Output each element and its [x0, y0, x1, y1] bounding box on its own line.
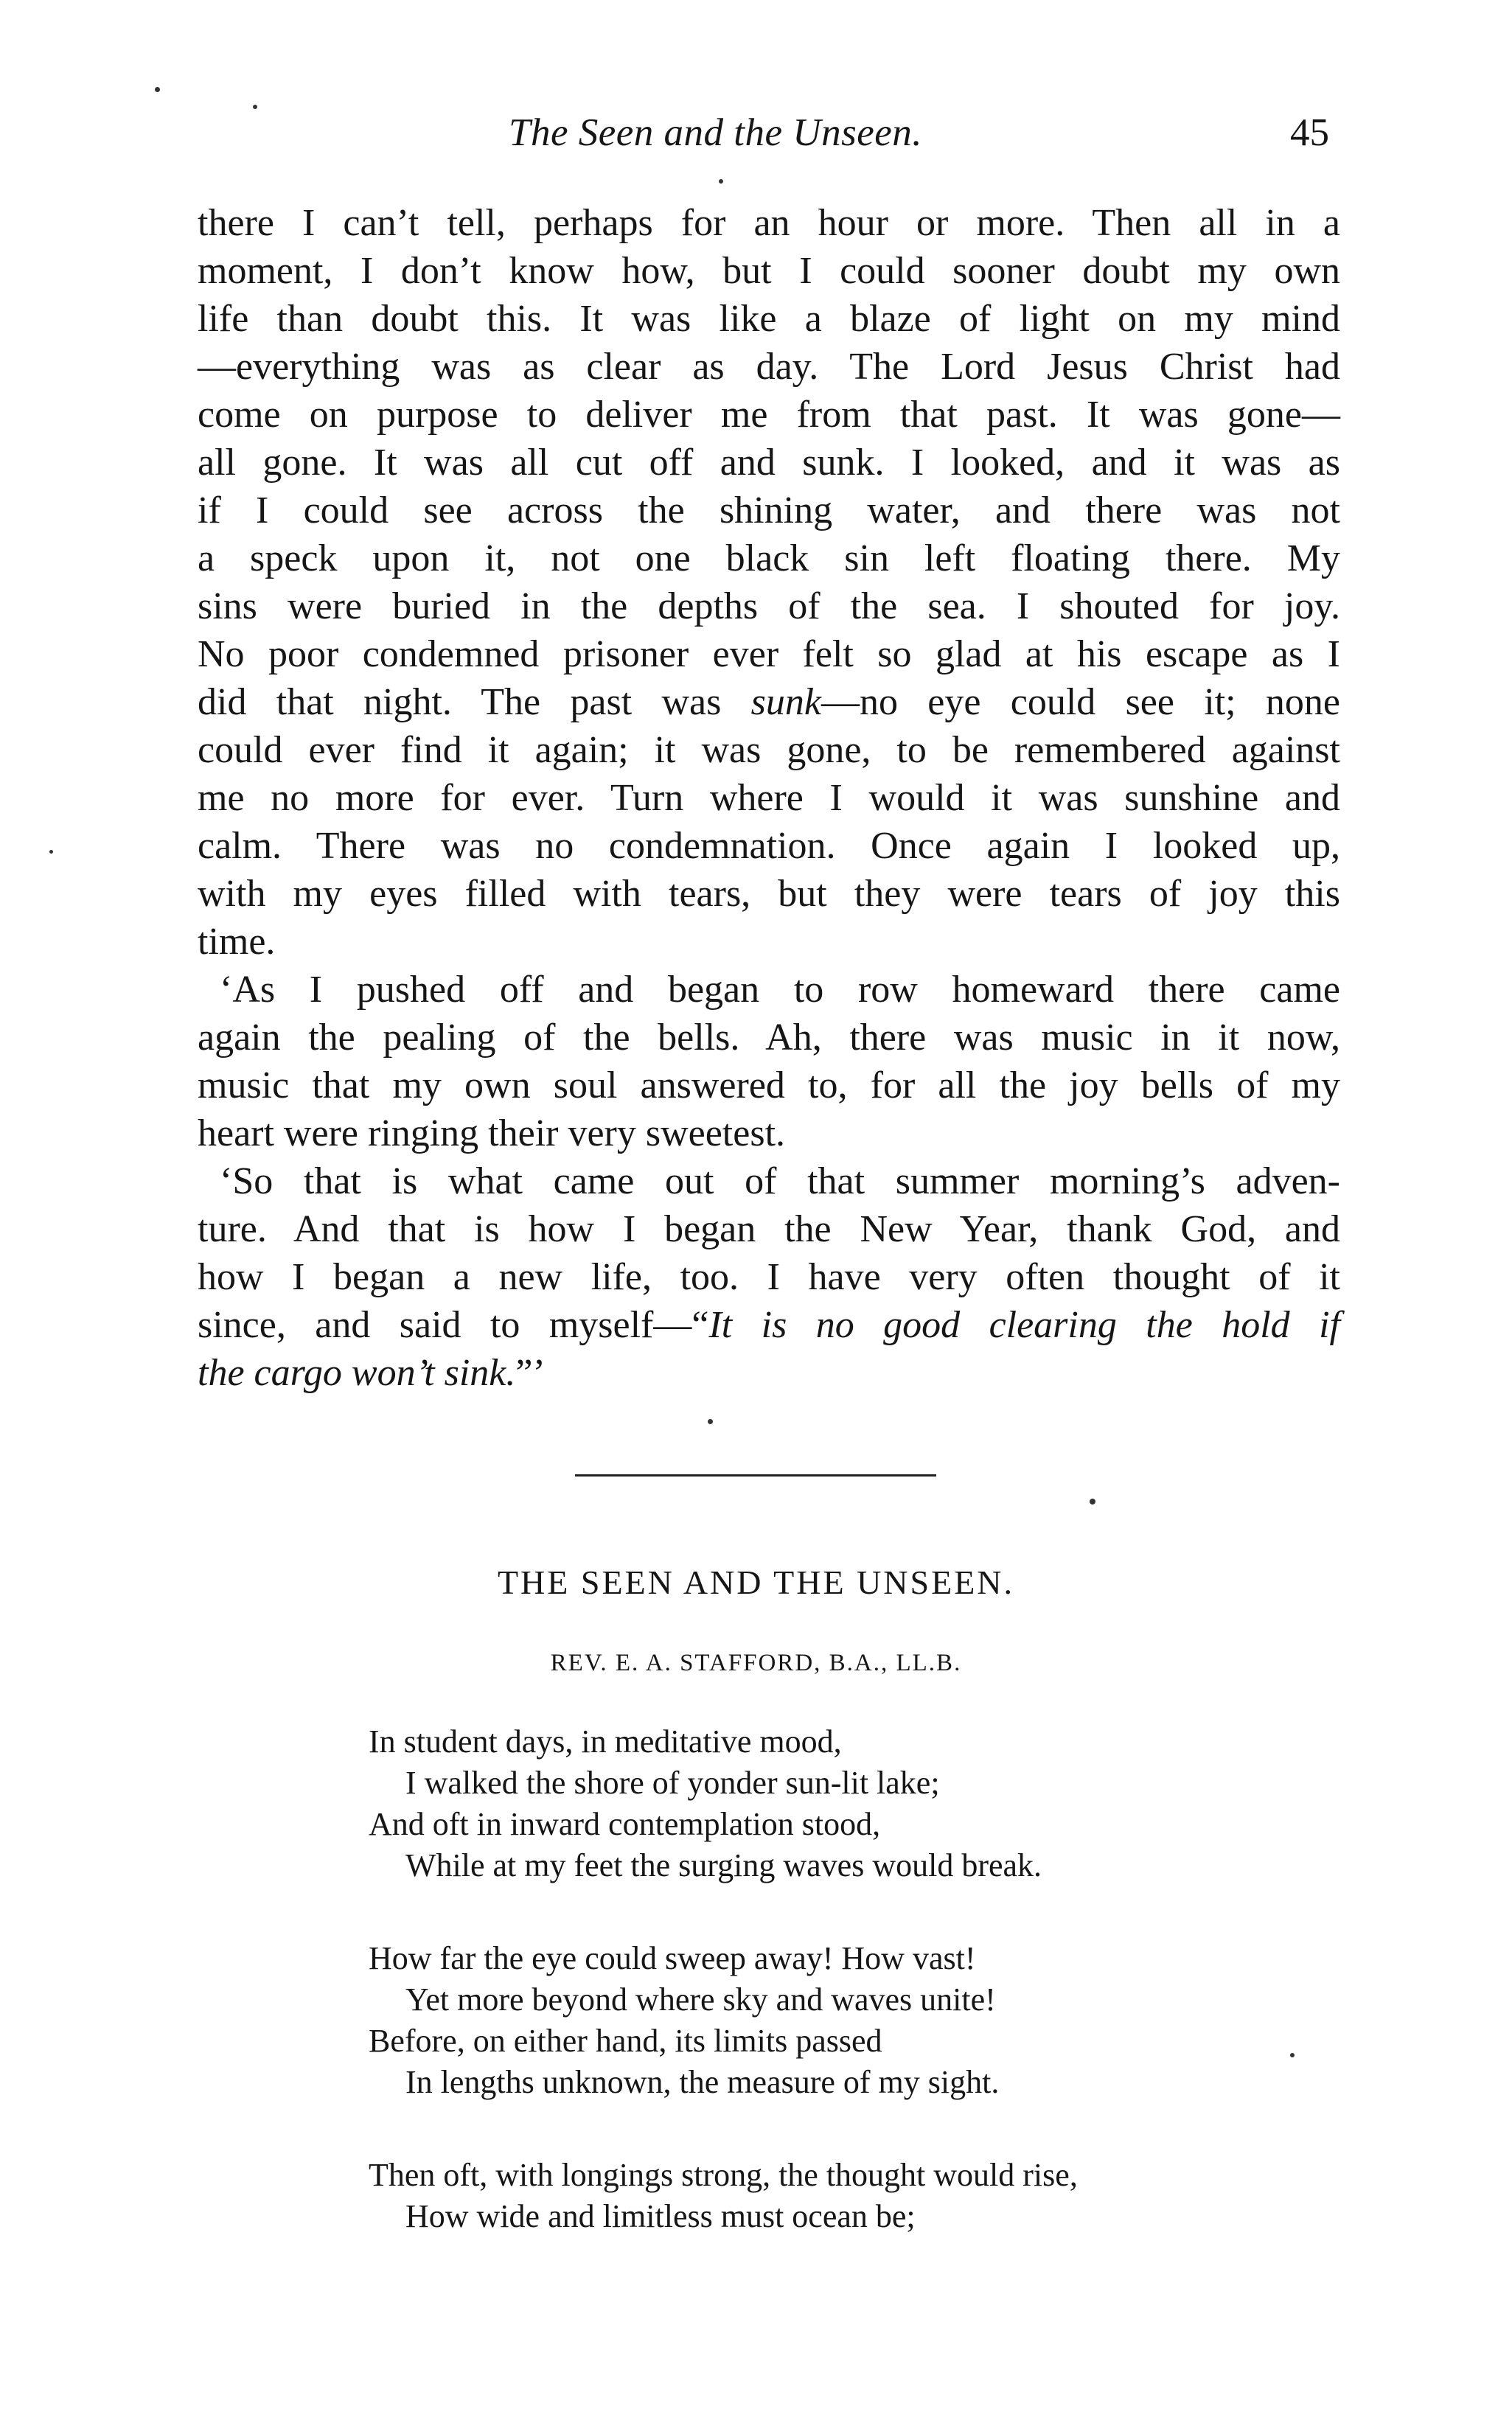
poem-line: And oft in inward contemplation stood,: [369, 1806, 881, 1842]
prose-line: all gone. It was all cut off and sunk. I looked, and it was as: [198, 442, 1340, 484]
prose-line: calm. There was no condemnation. Once again I looked up,: [198, 825, 1340, 867]
prose-line: sins were buried in the depths of the sea. I shouted for joy.: [198, 585, 1340, 627]
poem-body: [369, 1721, 1078, 2237]
prose-line: ‘As I pushed off and began to row homeward there came: [220, 969, 1340, 1011]
prose-fragment: since, and said to myself—“: [198, 1304, 709, 1346]
prose-italic: It is no good clearing the hold if: [708, 1304, 1340, 1346]
scan-speck: [49, 850, 53, 854]
drop-initial: In: [369, 1723, 396, 1760]
scan-speck: [155, 87, 160, 92]
poem-line: Then oft, with longings strong, the thought would rise,: [369, 2157, 1078, 2193]
scan-speck: [719, 179, 723, 184]
prose-fragment: ”’: [515, 1352, 546, 1394]
poem-author: REV. E. A. STAFFORD, B.A., LL.B.: [550, 1650, 962, 1676]
stanza: [369, 1721, 1078, 1886]
prose-line: ture. And that is how I began the New Year, thank God, and: [198, 1208, 1340, 1250]
prose-line: me no more for ever. Turn where I would it was sunshine and: [198, 777, 1340, 819]
stanza: [369, 1938, 1078, 2103]
prose-line: time.: [198, 921, 276, 963]
scan-speck: [253, 105, 257, 109]
prose-line: again the pealing of the bells. Ah, there was music in it now,: [198, 1017, 1340, 1059]
section-divider: [575, 1474, 936, 1477]
poem-line: [369, 1721, 1078, 1763]
prose-body: [198, 199, 1340, 1397]
prose-line: —everything was as clear as day. The Lord Jesus Christ had: [198, 346, 1340, 388]
scan-speck: [1290, 2053, 1295, 2057]
prose-line: with my eyes filled with tears, but they were tears of joy this: [198, 873, 1340, 915]
prose-fragment: did that night. The past was: [198, 681, 751, 723]
scan-speck: [708, 1419, 713, 1424]
poem-line: I walked the shore of yonder sun-lit lake;: [405, 1765, 940, 1801]
prose-line: life than doubt this. It was like a blaze of light on my mind: [198, 298, 1340, 340]
prose-line: come on purpose to deliver me from that past. It was gone—: [198, 394, 1340, 436]
poem-line: Yet more beyond where sky and waves unite!: [405, 1981, 996, 2018]
poem-line: Before, on either hand, its limits passed: [369, 2023, 882, 2059]
prose-line: a speck upon it, not one black sin left floating there. My: [198, 537, 1340, 579]
poem-line: In lengths unknown, the measure of my sight.: [405, 2064, 1000, 2100]
prose-line: [198, 1349, 1340, 1397]
poem-line: How far the eye could sweep away! How vast!: [369, 1940, 976, 1976]
prose-line: could ever find it again; it was gone, to be remembered against: [198, 729, 1340, 771]
prose-line: music that my own soul answered to, for all the joy bells of my: [198, 1064, 1340, 1106]
prose-line: moment, I don’t know how, but I could sooner doubt my own: [198, 250, 1340, 292]
poem-line: While at my feet the surging waves would break.: [405, 1847, 1042, 1883]
prose-line: there I can’t tell, perhaps for an hour or more. Then all in a: [198, 202, 1340, 244]
stanza: [369, 2155, 1078, 2237]
running-title: The Seen and the Unseen.: [509, 111, 922, 154]
prose-line: if I could see across the shining water, and there was not: [198, 489, 1340, 531]
prose-line: heart were ringing their very sweetest.: [198, 1112, 786, 1154]
poem-title: THE SEEN AND THE UNSEEN.: [497, 1563, 1015, 1601]
prose-italic: sunk: [750, 681, 821, 723]
prose-line: [198, 678, 1340, 726]
prose-line: [198, 1301, 1340, 1349]
poem-line: How wide and limitless must ocean be;: [405, 2198, 916, 2234]
scan-speck: [1090, 1499, 1095, 1505]
poem-fragment: student days, in meditative mood,: [395, 1723, 842, 1760]
running-head: [0, 111, 1512, 170]
prose-italic: the cargo won’t sink.: [198, 1352, 516, 1394]
page-number: 45: [1290, 111, 1329, 154]
prose-fragment: —no eye could see it; none: [821, 681, 1340, 723]
prose-line: how I began a new life, too. I have very often thought of it: [198, 1256, 1340, 1298]
prose-line: ‘So that is what came out of that summer morning’s adven-: [220, 1160, 1340, 1202]
prose-line: No poor condemned prisoner ever felt so glad at his escape as I: [198, 633, 1340, 675]
